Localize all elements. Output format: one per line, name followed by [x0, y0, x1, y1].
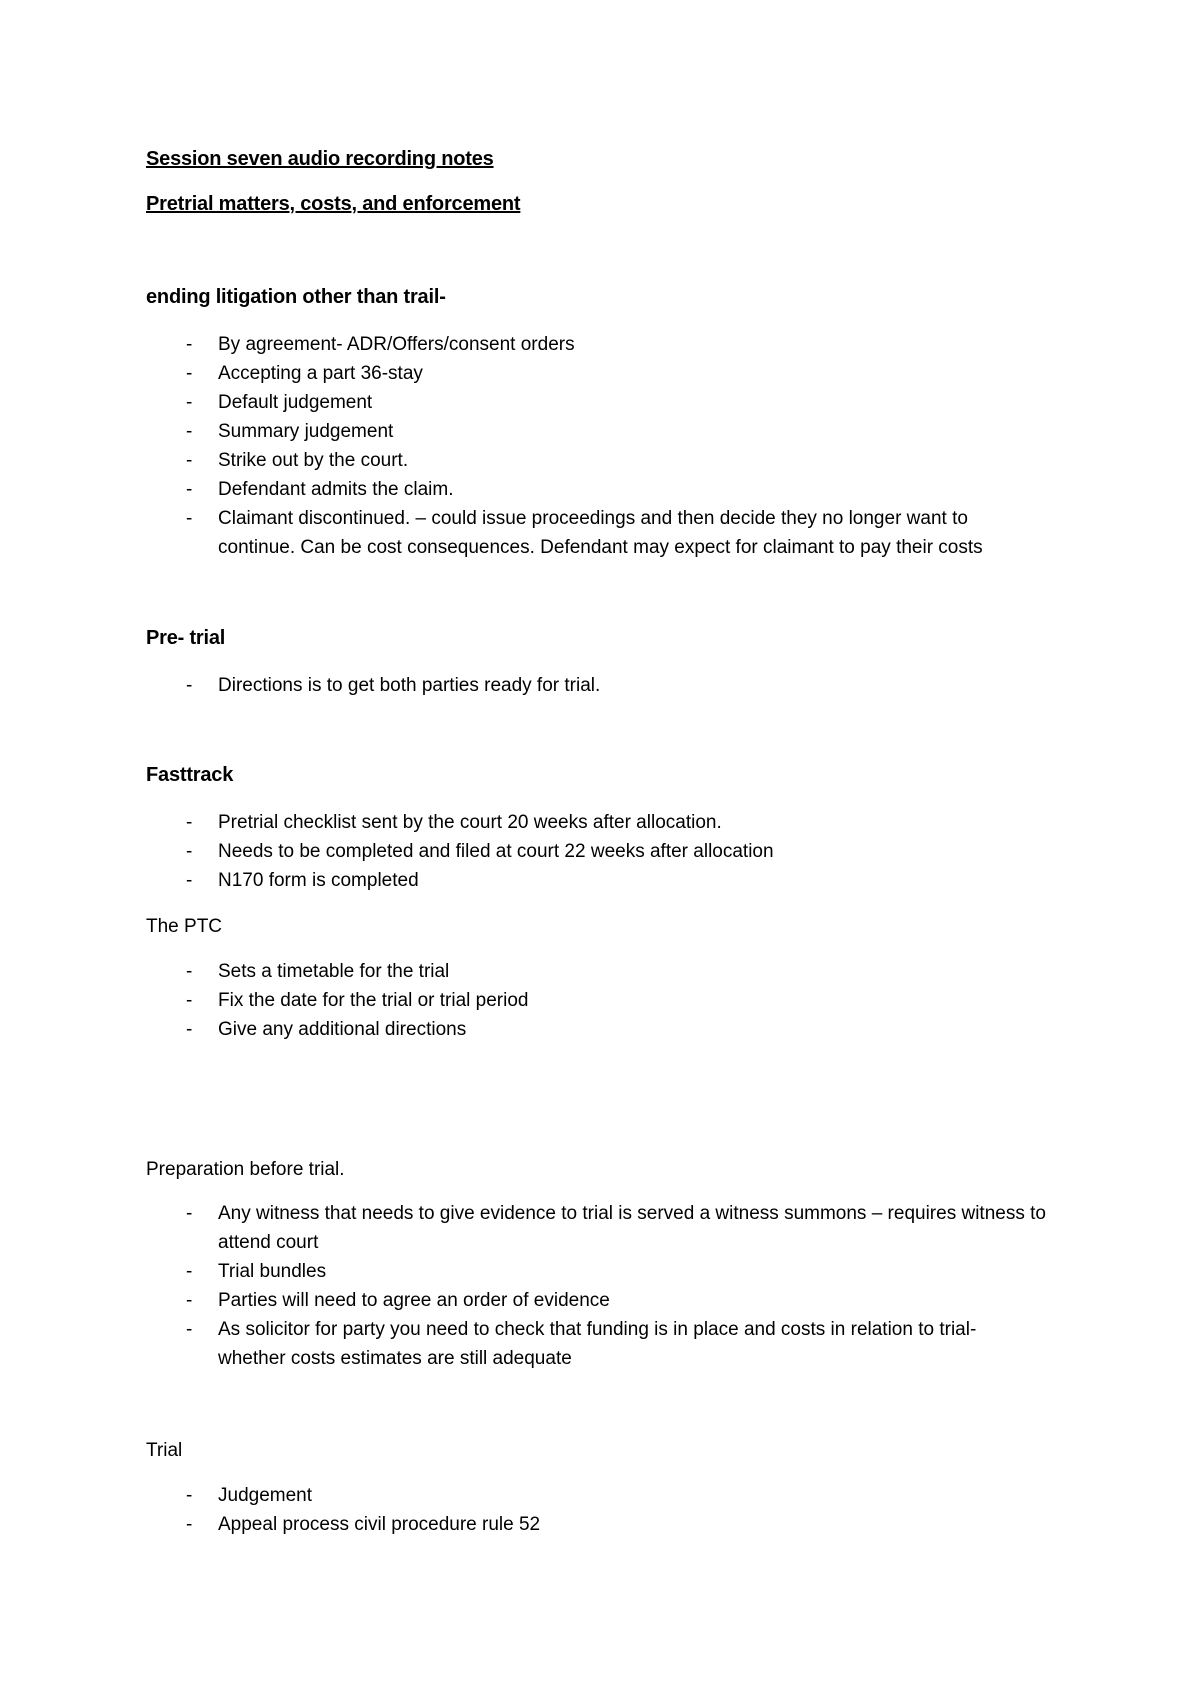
section-heading-ptc: The PTC	[146, 916, 223, 937]
bullet-dash: -	[186, 675, 193, 696]
list-item-text: Summary judgement	[218, 421, 394, 442]
bullet-dash: -	[186, 841, 193, 862]
section-heading-ending-litigation: ending litigation other than trail-	[146, 286, 446, 308]
section-heading-fasttrack: Fasttrack	[146, 764, 234, 786]
bullet-dash: -	[186, 334, 193, 355]
list-item-text: Appeal process civil procedure rule 52	[218, 1514, 541, 1535]
bullet-dash: -	[186, 870, 193, 891]
bullet-dash: -	[186, 961, 193, 982]
list-item-text: Trial bundles	[218, 1261, 327, 1282]
bullet-dash: -	[186, 450, 193, 471]
bullet-dash: -	[186, 1261, 193, 1282]
bullet-dash: -	[186, 363, 193, 384]
bullet-dash: -	[186, 392, 193, 413]
list-item-text: Claimant discontinued. – could issue proceedings and then decide they no longer want to continue. Can be cost consequences. Defendant may expect for claimant to pay their costs	[218, 508, 983, 558]
list-item-text: Default judgement	[218, 392, 373, 413]
bullet-dash: -	[186, 479, 193, 500]
list-item-text: Needs to be completed and filed at court 22 weeks after allocation	[218, 841, 774, 862]
list-item-text: Pretrial checklist sent by the court 20 weeks after allocation.	[218, 812, 722, 833]
bullet-dash: -	[186, 1290, 193, 1311]
list-item-text: By agreement- ADR/Offers/consent orders	[218, 334, 575, 355]
list-item-text: Fix the date for the trial or trial period	[218, 990, 529, 1011]
list-item-text: As solicitor for party you need to check that funding is in place and costs in relation to trial- whether costs estimates are still adequate	[218, 1319, 977, 1369]
bullet-dash: -	[186, 812, 193, 833]
section-heading-pre-trial: Pre- trial	[146, 627, 226, 649]
list-item-text: Parties will need to agree an order of evidence	[218, 1290, 610, 1311]
list-item-text: Strike out by the court.	[218, 450, 409, 471]
list-item-text: Directions is to get both parties ready for trial.	[218, 675, 601, 696]
bullet-dash: -	[186, 1203, 193, 1224]
bullet-dash: -	[186, 1514, 193, 1535]
list-item-text: Judgement	[218, 1485, 313, 1506]
bullet-dash: -	[186, 421, 193, 442]
document-title: Session seven audio recording notes	[146, 148, 494, 170]
list-item-text: N170 form is completed	[218, 870, 419, 891]
bullet-dash: -	[186, 1485, 193, 1506]
list-item-text: Give any additional directions	[218, 1019, 467, 1040]
bullet-dash: -	[186, 1319, 193, 1340]
list-item-text: Defendant admits the claim.	[218, 479, 454, 500]
section-heading-preparation: Preparation before trial.	[146, 1159, 345, 1180]
section-heading-trial: Trial	[146, 1440, 183, 1461]
bullet-dash: -	[186, 508, 193, 529]
list-item-text: Any witness that needs to give evidence to trial is served a witness summons – requires witness to attend court	[218, 1203, 1046, 1253]
document-subtitle: Pretrial matters, costs, and enforcement	[146, 193, 521, 215]
bullet-dash: -	[186, 990, 193, 1011]
list-item-text: Sets a timetable for the trial	[218, 961, 450, 982]
list-item-text: Accepting a part 36-stay	[218, 363, 423, 384]
bullet-dash: -	[186, 1019, 193, 1040]
